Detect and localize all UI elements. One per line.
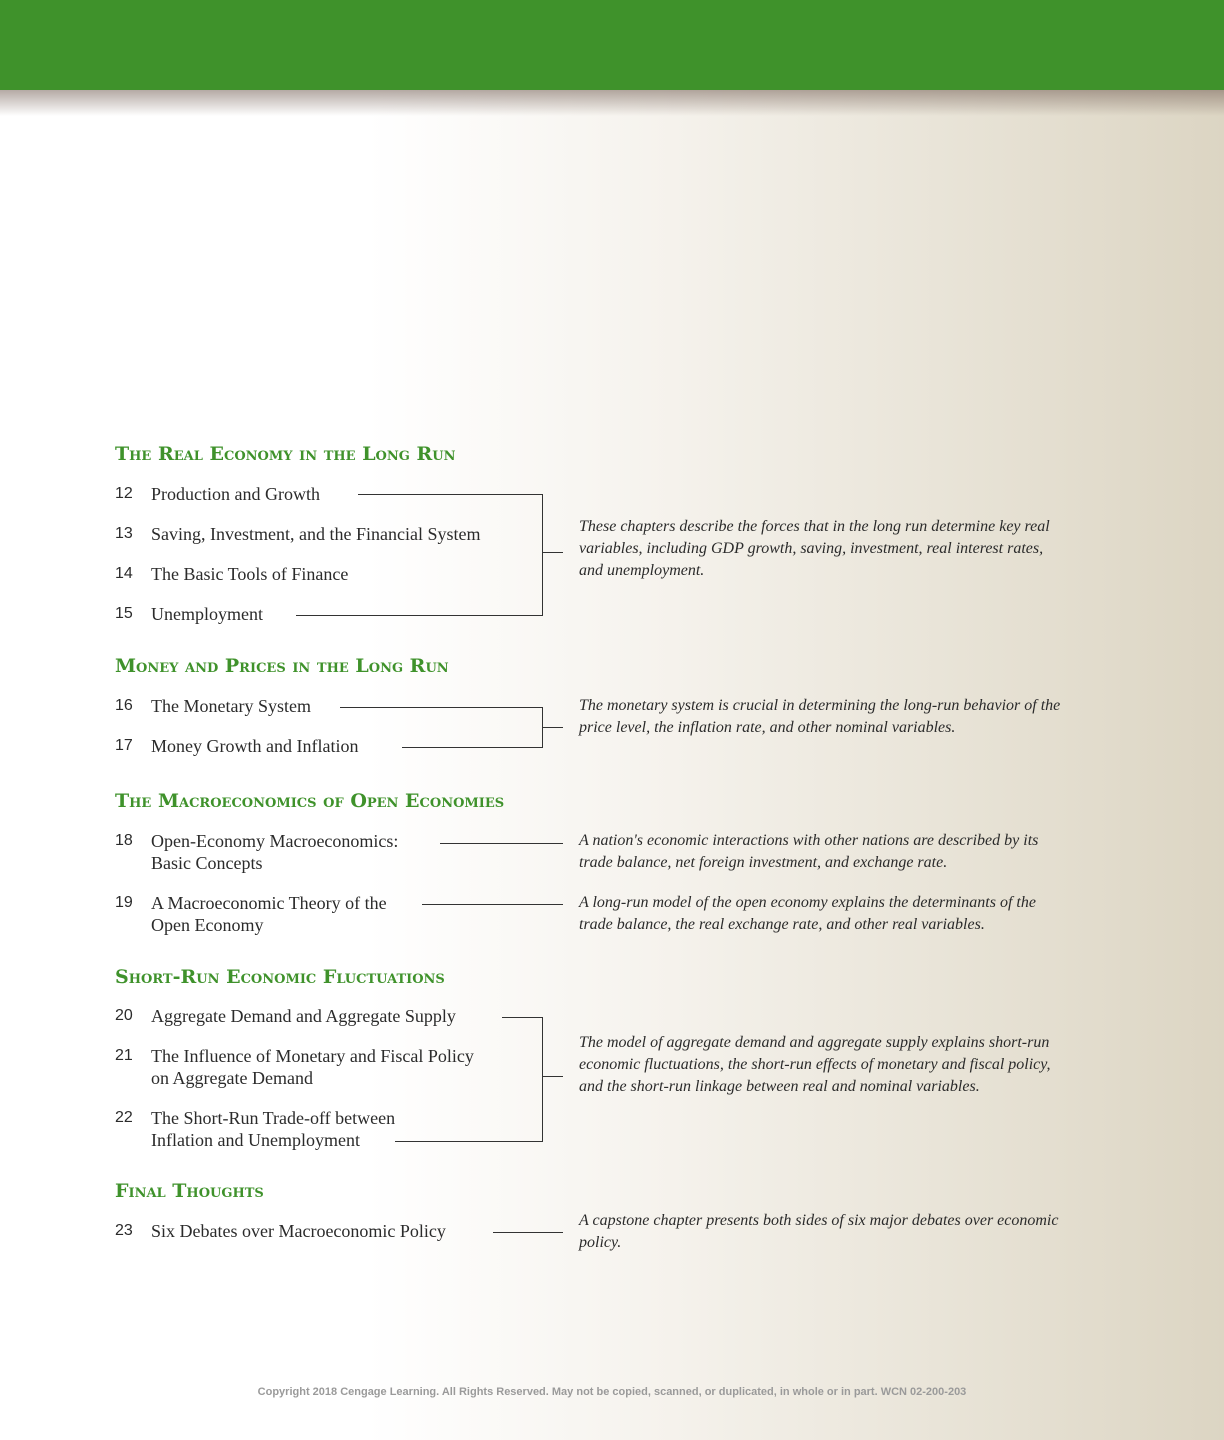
banner-shadow — [0, 90, 1224, 116]
bracket-line — [296, 615, 543, 616]
chapter-number: 21 — [115, 1047, 133, 1064]
chapter-title: The Monetary System — [151, 696, 311, 716]
chapter-description: A nation's economic interactions with other nations are described by its trade balance, net foreign investment, and exchange rate. — [579, 832, 1039, 871]
chapter-number: 18 — [115, 832, 133, 849]
bracket-line — [542, 552, 563, 553]
bracket-line — [502, 1017, 543, 1018]
bracket-line — [542, 727, 563, 728]
bracket-line — [542, 1076, 563, 1077]
section-description: The monetary system is crucial in determining the long-run behavior of the price level, the inflation rate, and other nominal variables. — [579, 697, 1061, 736]
bracket-line — [395, 1141, 543, 1142]
chapter-title: The Basic Tools of Finance — [151, 564, 349, 584]
copyright-footer: Copyright 2018 Cengage Learning. All Rights Reserved. May not be copied, scanned, or duplicated, in whole or in part. WCN 02-200-203 — [257, 1386, 967, 1398]
bracket-line — [542, 494, 543, 616]
chapter-title: Money Growth and Inflation — [151, 736, 359, 756]
chapter-number: 17 — [115, 737, 133, 754]
chapter-number: 15 — [115, 605, 133, 622]
chapter-title: on Aggregate Demand — [151, 1068, 313, 1088]
section-title-open-economies: The Macroeconomics of Open Economies — [115, 790, 505, 812]
chapter-title: Open Economy — [151, 915, 264, 935]
section-description: These chapters describe the forces that in the long run determine key real variables, including GDP growth, saving, investment, real interest rates, and unemployment. — [579, 518, 1050, 579]
chapter-number: 20 — [115, 1007, 133, 1024]
chapter-number: 13 — [115, 525, 133, 542]
section-title-money-prices: Money and Prices in the Long Run — [115, 655, 449, 677]
bracket-line — [340, 707, 543, 708]
chapter-title: Open-Economy Macroeconomics: — [151, 831, 399, 851]
section-title-real-economy: The Real Economy in the Long Run — [115, 443, 456, 465]
bracket-line — [493, 1232, 563, 1233]
bracket-line — [440, 843, 563, 844]
top-banner — [0, 0, 1224, 90]
section-description: A capstone chapter presents both sides of six major debates over economic policy. — [579, 1212, 1059, 1251]
chapter-number: 23 — [115, 1222, 133, 1239]
bracket-line — [358, 494, 543, 495]
chapter-number: 19 — [115, 894, 133, 911]
chapter-number: 22 — [115, 1109, 133, 1126]
section-title-short-run: Short-Run Economic Fluctuations — [115, 966, 445, 988]
chapter-number: 16 — [115, 697, 133, 714]
chapter-title: A Macroeconomic Theory of the — [151, 893, 387, 913]
chapter-title: Basic Concepts — [151, 853, 263, 873]
chapter-title: Unemployment — [151, 604, 263, 624]
bracket-line — [402, 747, 543, 748]
chapter-title: Aggregate Demand and Aggregate Supply — [151, 1006, 456, 1026]
chapter-title: Six Debates over Macroeconomic Policy — [151, 1221, 446, 1241]
chapter-title: Saving, Investment, and the Financial System — [151, 524, 481, 544]
section-description: The model of aggregate demand and aggregate supply explains short-run economic fluctuations, the short-run effects of monetary and fiscal policy, and the short-run linkage between real and nominal variables. — [579, 1034, 1051, 1095]
bracket-line — [542, 1017, 543, 1142]
chapter-title: Inflation and Unemployment — [151, 1130, 360, 1150]
chapter-number: 14 — [115, 565, 133, 582]
chapter-title: Production and Growth — [151, 484, 320, 504]
chapter-description: A long-run model of the open economy explains the determinants of the trade balance, the real exchange rate, and other real variables. — [579, 894, 1036, 933]
chapter-title: The Short-Run Trade-off between — [151, 1108, 396, 1128]
chapter-title: The Influence of Monetary and Fiscal Policy — [151, 1046, 474, 1066]
chapter-number: 12 — [115, 485, 133, 502]
bracket-line — [422, 904, 563, 905]
section-title-final-thoughts: Final Thoughts — [115, 1180, 264, 1202]
